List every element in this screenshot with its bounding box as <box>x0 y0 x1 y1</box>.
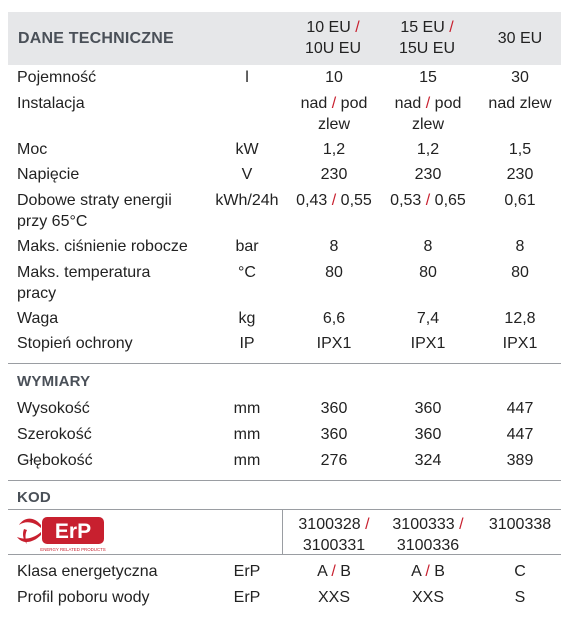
value-part: 0,53 <box>390 192 422 209</box>
header-model-15-line1: 15 EU <box>400 19 445 36</box>
value-15: 15 <box>419 69 437 86</box>
value-10 <box>288 561 380 582</box>
value-10: 276 <box>320 452 348 469</box>
column-divider <box>282 509 283 554</box>
value-10: 230 <box>320 166 348 183</box>
value-30: 230 <box>506 166 534 183</box>
row-unit: ErP <box>233 563 261 580</box>
value-30: C <box>514 563 526 580</box>
value-15: XXS <box>411 589 444 606</box>
value-30: 0,61 <box>504 192 536 209</box>
row-label: Maks. ciśnienie robocze <box>17 238 188 255</box>
header-model-15-line2: 15U EU <box>398 40 456 57</box>
row-label: Instalacja <box>17 95 85 112</box>
value-part: zlew <box>317 116 350 133</box>
code-30: 3100338 <box>488 516 552 533</box>
value-part: B <box>434 563 445 580</box>
value-10 <box>288 190 380 211</box>
section-divider <box>8 480 561 481</box>
value-15: 230 <box>414 166 442 183</box>
value-15 <box>382 561 474 582</box>
table-header <box>8 12 561 65</box>
value-30: IPX1 <box>502 335 538 352</box>
value-30: 30 <box>511 69 529 86</box>
value-10 <box>288 93 380 135</box>
section-divider <box>8 554 561 555</box>
value-10: IPX1 <box>316 335 352 352</box>
row-label-line: Maks. temperatura <box>17 264 151 281</box>
row-label: Głębokość <box>17 452 93 469</box>
code-15 <box>382 514 474 556</box>
separator-slash: / <box>425 95 431 112</box>
value-15 <box>382 190 474 211</box>
row-label-line: Dobowe straty energii <box>17 192 172 209</box>
value-10: 6,6 <box>322 310 346 327</box>
value-part: A <box>411 563 421 580</box>
value-10: 10 <box>325 69 343 86</box>
erp-logo-text: ErP <box>54 520 92 543</box>
row-label: Profil poboru wody <box>17 589 150 606</box>
row-unit: mm <box>233 426 261 443</box>
value-part: 0,43 <box>296 192 328 209</box>
value-15: 80 <box>419 264 437 281</box>
value-part: nad <box>300 95 328 112</box>
value-part: A <box>317 563 327 580</box>
value-10: 360 <box>320 426 348 443</box>
section-divider <box>8 509 561 510</box>
value-30: 8 <box>515 238 525 255</box>
row-label: Pojemność <box>17 69 97 86</box>
separator-slash: / <box>449 19 454 36</box>
erp-leaf-shape <box>19 519 41 528</box>
value-30: 12,8 <box>504 310 536 327</box>
value-10: 1,2 <box>322 141 346 158</box>
header-model-10-line1: 10 EU <box>306 19 351 36</box>
row-label: Moc <box>17 141 48 158</box>
row-label: Stopień ochrony <box>17 335 133 352</box>
value-part: zlew <box>411 116 444 133</box>
row-label: Wysokość <box>17 400 90 417</box>
value-30: 80 <box>511 264 529 281</box>
code-part: 3100331 <box>302 537 366 554</box>
value-part: nad <box>394 95 422 112</box>
section-title-code: KOD <box>17 489 51 506</box>
row-unit: kg <box>238 310 256 327</box>
value-30: 447 <box>506 400 534 417</box>
value-15: 324 <box>414 452 442 469</box>
value-10: XXS <box>317 589 350 606</box>
separator-slash: / <box>425 192 431 209</box>
code-10 <box>288 514 380 556</box>
section-divider <box>8 363 561 364</box>
erp-leaf-shape <box>17 532 41 542</box>
header-model-10 <box>288 17 378 59</box>
header-model-30: 30 EU <box>497 30 543 47</box>
value-10: 80 <box>325 264 343 281</box>
value-10: 360 <box>320 400 348 417</box>
value-15: 1,2 <box>416 141 440 158</box>
row-unit: l <box>245 69 249 86</box>
row-label: Waga <box>17 310 59 327</box>
section-title-dimensions: WYMIARY <box>17 373 91 390</box>
separator-slash: / <box>459 516 464 533</box>
value-30: 447 <box>506 426 534 443</box>
separator-slash: / <box>331 192 337 209</box>
row-unit: kWh/24h <box>215 192 279 209</box>
value-30: 1,5 <box>508 141 532 158</box>
value-part: pod <box>340 95 368 112</box>
row-label: Napięcie <box>17 166 80 183</box>
value-15: 360 <box>414 426 442 443</box>
row-label: Klasa energetyczna <box>17 563 158 580</box>
code-part: 3100336 <box>396 537 460 554</box>
value-part: 0,65 <box>434 192 466 209</box>
separator-slash: / <box>331 563 336 580</box>
value-15 <box>382 93 474 135</box>
row-unit: IP <box>239 335 255 352</box>
row-unit: ErP <box>233 589 261 606</box>
value-15: 8 <box>423 238 433 255</box>
code-part: 3100328 <box>298 516 361 533</box>
code-part: 3100333 <box>392 516 455 533</box>
row-label: Szerokość <box>17 426 92 443</box>
row-unit: mm <box>233 400 261 417</box>
erp-logo <box>15 514 125 554</box>
value-part: 0,55 <box>340 192 372 209</box>
separator-slash: / <box>355 19 360 36</box>
row-unit: kW <box>235 141 259 158</box>
table-title: DANE TECHNICZNE <box>18 30 174 47</box>
row-unit: bar <box>235 238 259 255</box>
value-part: pod <box>434 95 462 112</box>
value-15: 360 <box>414 400 442 417</box>
row-label <box>17 262 207 304</box>
value-part: B <box>340 563 351 580</box>
separator-slash: / <box>331 95 337 112</box>
value-10: 8 <box>329 238 339 255</box>
value-15: IPX1 <box>410 335 446 352</box>
row-unit: mm <box>233 452 261 469</box>
erp-logo-subtext: ENERGY RELATED PRODUCTS <box>40 547 106 552</box>
value-30: 389 <box>506 452 534 469</box>
row-label-line: pracy <box>17 285 57 302</box>
header-model-10-line2: 10U EU <box>304 40 362 57</box>
separator-slash: / <box>365 516 370 533</box>
value-15: 7,4 <box>416 310 440 327</box>
value-30: nad zlew <box>488 95 552 112</box>
row-label-line: przy 65°C <box>17 213 88 230</box>
row-unit: °C <box>238 264 256 281</box>
separator-slash: / <box>425 563 430 580</box>
row-label <box>17 190 207 232</box>
header-model-15 <box>382 17 472 59</box>
row-unit: V <box>241 166 253 183</box>
value-30: S <box>514 589 526 606</box>
